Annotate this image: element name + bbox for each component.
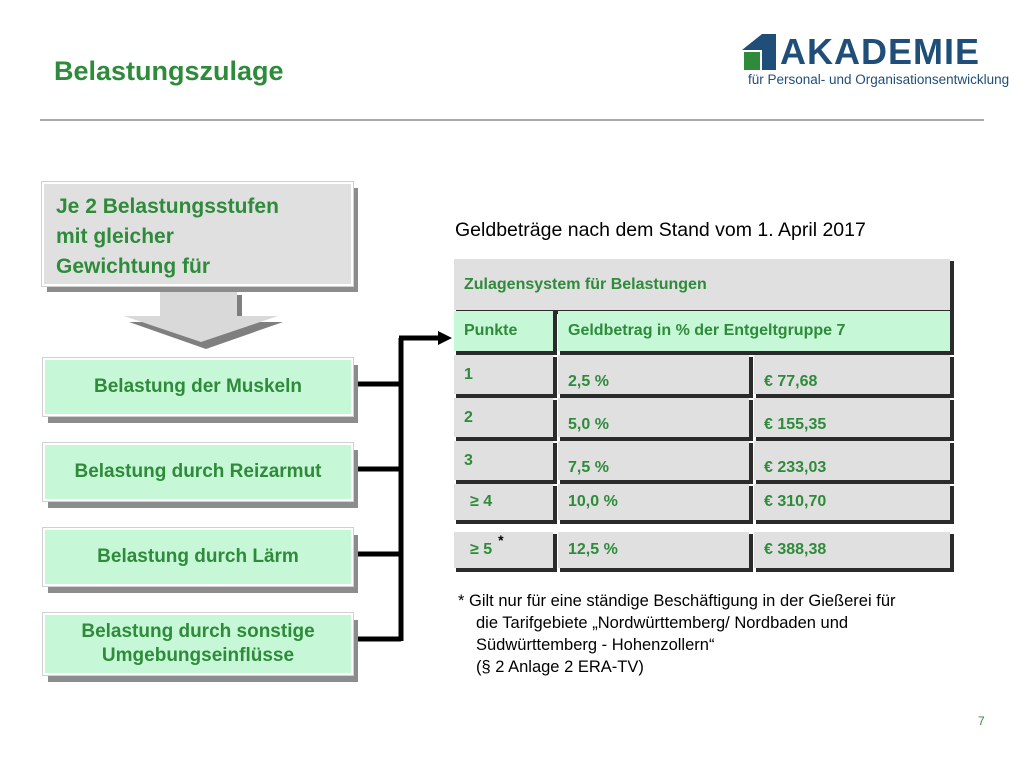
intro-line: Gewichtung für [56,255,210,278]
intro-box [42,182,353,286]
row-percent: 10,0 % [558,484,749,520]
row-percent: 2,5 % [558,355,749,394]
header-amount: Geldbetrag in % der Entgeltgruppe 7 [558,311,950,351]
row-points: 1 [454,355,553,394]
category-box-laerm [43,528,353,586]
arrow-right-icon [438,331,452,345]
category-label: Belastung durch Reizarmut [74,461,322,482]
footnote-line: (§ 2 Anlage 2 ERA-TV) [476,658,644,676]
date-line: Geldbeträge nach dem Stand vom 1. April 2017 [455,219,866,241]
category-label: Belastung durch Lärm [97,546,299,567]
row-points: ≥ 4 [454,484,553,520]
row-points: 3 [454,441,553,480]
extra-row-points-text: ≥ 5 [470,541,493,558]
category-line: Belastung durch sonstige [81,621,315,642]
category-box-reizarmut [43,443,353,501]
row-euro: € 233,03 [754,441,950,480]
category-box-umgebung [43,613,353,675]
extra-row-euro: € 388,38 [754,532,950,568]
category-line: Umgebungseinflüsse [101,645,295,666]
table-title: Zulagensystem für Belastungen [454,259,950,310]
bracket-connector [353,338,440,641]
row-percent: 7,5 % [558,441,749,480]
row-points: 2 [454,398,553,437]
footnote-marker: * [498,532,504,548]
page-number: 7 [978,714,985,728]
footnote-line: * Gilt nur für eine ständige Beschäftigung in der Gießerei für [458,592,896,610]
logo-subtitle: für Personal- und Organisationsentwicklung [748,72,1010,87]
down-arrow-icon [124,290,278,342]
category-label: Belastung der Muskeln [94,376,302,397]
slide-title: Belastungszulage [54,56,284,86]
header-points: Punkte [454,311,553,351]
intro-line: Je 2 Belastungsstufen [56,195,279,218]
row-euro: € 155,35 [754,398,950,437]
intro-text [56,192,279,282]
row-euro: € 77,68 [754,355,950,394]
logo-wordmark: AKADEMIE [780,31,981,72]
category-box-muscles [43,358,353,416]
category-label [77,620,318,668]
footnote-line: die Tarifgebiete „Nordwürttemberg/ Nordbaden und [476,614,849,632]
extra-row-percent: 12,5 % [558,532,749,568]
footnote-line: Südwürttemberg - Hohenzollern“ [476,636,715,654]
extra-row-points [454,532,553,568]
row-percent: 5,0 % [558,398,749,437]
footnote [458,590,895,678]
intro-line: mit gleicher [56,225,174,248]
row-euro: € 310,70 [754,484,950,520]
